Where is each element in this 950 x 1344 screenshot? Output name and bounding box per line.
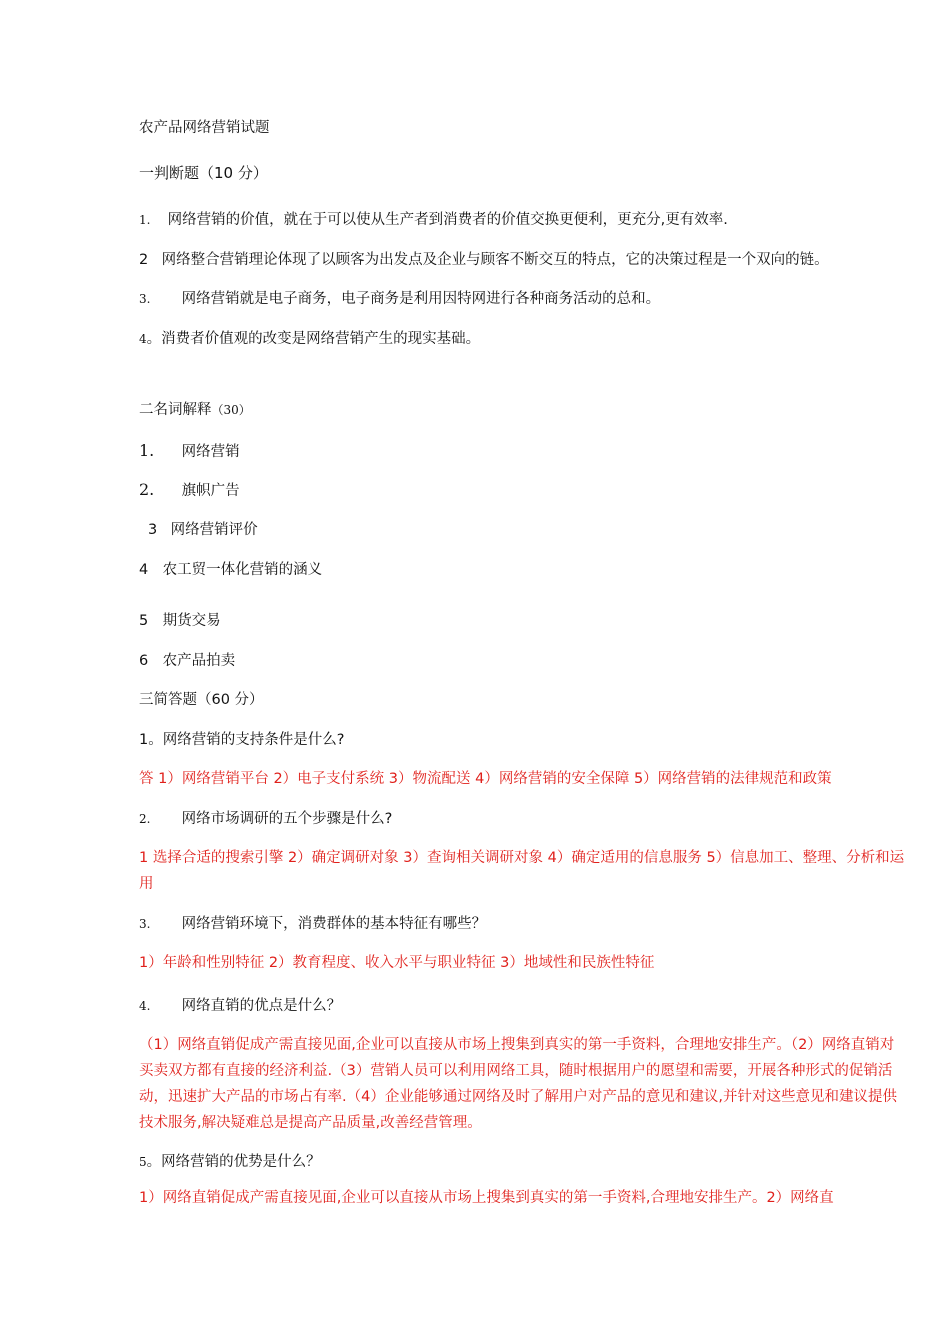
item-number: 2 <box>139 252 149 268</box>
item-number: 3. <box>139 917 151 931</box>
item-text: 农产品拍卖 <box>162 653 236 669</box>
section1-heading: 一判断题（10 分） <box>139 164 268 182</box>
item-number: 5 <box>139 1155 147 1169</box>
item-number: 1. <box>139 213 151 227</box>
item-text: 网络营销 <box>181 444 240 460</box>
item-number: 2. <box>139 480 155 499</box>
judgment-item-2 <box>139 250 829 270</box>
question-text: 网络直销的优点是什么？ <box>181 998 342 1014</box>
judgment-item-1 <box>139 210 728 230</box>
question-text: 。网络营销的优势是什么？ <box>146 1154 321 1170</box>
question-text: 网络市场调研的五个步骤是什么? <box>181 811 393 827</box>
item-text: 。消费者价值观的改变是网络营销产生的现实基础。 <box>146 331 481 347</box>
item-number: 1. <box>139 441 155 460</box>
item-number: 4. <box>139 999 151 1013</box>
item-number: 6 <box>139 653 149 669</box>
answer-3: 1）年龄和性别特征 2）教育程度、收入水平与职业特征 3）地域性和民族性特征 <box>139 955 655 971</box>
question-4 <box>139 996 341 1016</box>
section2-score: （30） <box>211 403 251 417</box>
term-item-4 <box>139 560 322 580</box>
term-item-2 <box>139 480 240 501</box>
item-text: 农工贸一体化营销的涵义 <box>162 562 323 578</box>
question-text: 网络营销环境下，消费群体的基本特征有哪些？ <box>181 916 487 932</box>
item-text: 网络整合营销理论体现了以顾客为出发点及企业与顾客不断交互的特点，它的决策过程是一个双向的链。 <box>161 252 829 268</box>
item-text: 期货交易 <box>162 613 221 629</box>
answer-2: 1 选择合适的搜索引擎 2）确定调研对象 3）查询相关调研对象 4）确定适用的信息服务 5）信息加工、整理、分析和运用 <box>139 850 905 892</box>
question-2 <box>139 809 392 829</box>
item-number: 4 <box>139 332 147 346</box>
question-3 <box>139 914 486 934</box>
section2-title: 二名词解释 <box>139 402 212 418</box>
item-text: 网络营销评价 <box>170 522 258 538</box>
section3-heading: 三简答题（60 分） <box>139 692 264 708</box>
answer-4: （1）网络直销促成产需直接见面,企业可以直接从市场上搜集到真实的第一手资料，合理地安排生产。（2）网络直销对买卖双方都有直接的经济利益.（3）营销人员可以利用网络工具，随时根据用户的愿望和需要，开展各种形式的促销活动，迅速扩大产品的市场占有率.（4）企业能够通过网络及时了解用户对产品的意见和建议,并针对这些意见和建议提供技术服务,解决疑难总是提高产品质量,改善经营管理。 <box>139 1037 897 1131</box>
term-item-3 <box>148 520 258 540</box>
item-number: 3. <box>139 292 151 306</box>
item-number: 2. <box>139 812 151 826</box>
question-5 <box>139 1152 321 1172</box>
item-text: 网络营销的价值，就在于可以使从生产者到消费者的价值交换更便利，更充分,更有效率. <box>167 212 728 228</box>
judgment-item-3 <box>139 289 660 309</box>
answer-5: 1）网络直销促成产需直接见面,企业可以直接从市场上搜集到真实的第一手资料,合理地安排生产。2）网络直 <box>139 1190 834 1206</box>
item-number: 5 <box>139 613 149 629</box>
item-text: 网络营销就是电子商务，电子商务是利用因特网进行各种商务活动的总和。 <box>181 291 661 307</box>
item-number: 4 <box>139 562 149 578</box>
answer-1: 答 1）网络营销平台 2）电子支付系统 3）物流配送 4）网络营销的安全保障 5）网络营销的法律规范和政策 <box>139 771 832 787</box>
term-item-1 <box>139 441 240 462</box>
item-text: 旗帜广告 <box>181 483 240 499</box>
term-item-6 <box>139 651 235 671</box>
judgment-item-4 <box>139 329 480 349</box>
question-1: 1。网络营销的支持条件是什么? <box>139 732 345 748</box>
term-item-5 <box>139 611 221 631</box>
page-title: 农产品网络营销试题 <box>139 120 270 136</box>
section2-heading <box>139 400 251 420</box>
item-number: 3 <box>148 522 158 538</box>
